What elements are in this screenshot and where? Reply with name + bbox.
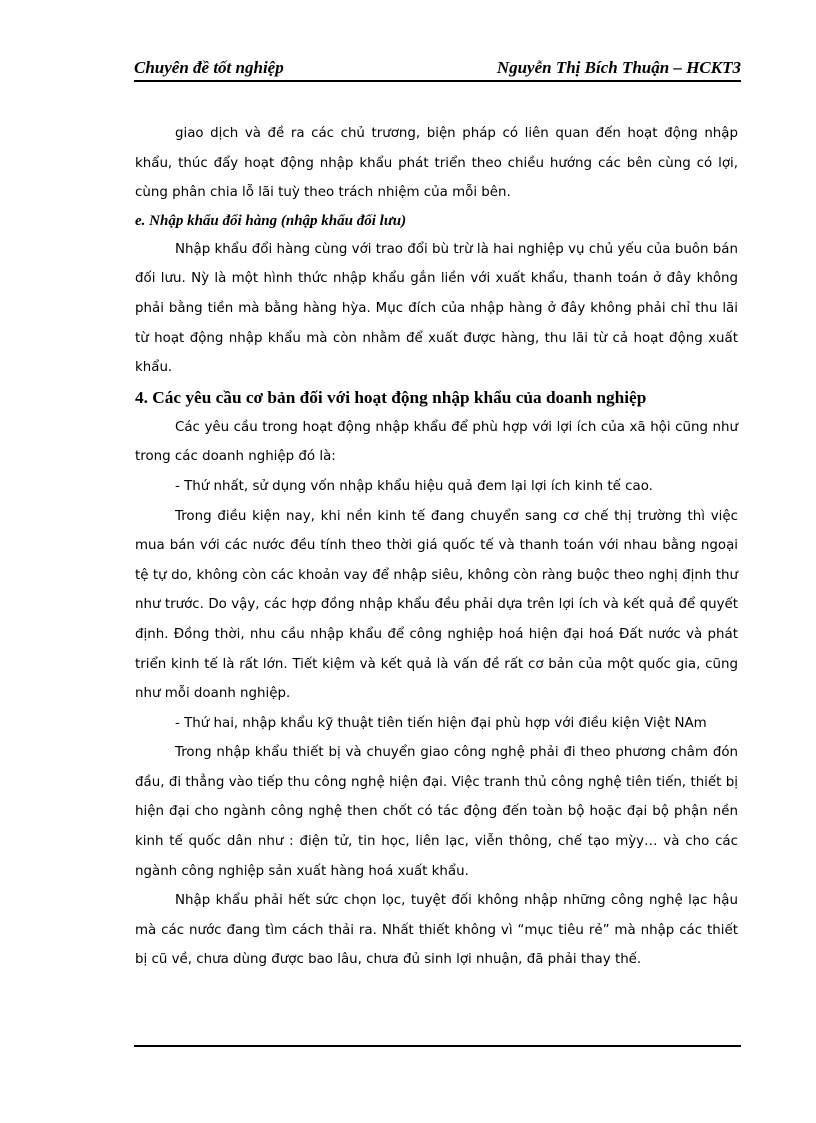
header-author: Nguyễn Thị Bích Thuận – HCKT3 bbox=[496, 58, 741, 77]
paragraph-technology-transfer: Trong nhập khẩu thiết bị và chuyển giao công nghệ phải đi theo phương châm đón đầu, đi thẳng vào tiếp thu công nghệ hiện đại. Việc tranh thủ công nghệ tiên tiến, thiết bị hiện đại cho ngành công nghệ then chốt có tác động đến toàn bộ hoặc đại bộ phận nền kinh tế quốc dân như : điện tử, tin học, liên lạc, viễn thông, chế tạo mỳy… và cho các ngành công nghiệp sản xuất hàng hoá xuất khẩu. bbox=[135, 745, 738, 879]
paragraph-second-requirement: - Thứ hai, nhập khẩu kỹ thuật tiên tiến hiện đại phù hợp với điều kiện Việt NAm bbox=[175, 715, 707, 731]
subsection-heading: e. Nhập khẩu đổi hàng (nhập khẩu đối lưu) bbox=[135, 212, 407, 229]
paragraph-requirements-intro: Các yêu cầu trong hoạt động nhập khẩu để phù hợp với lợi ích của xã hội cũng như trong các doanh nghiệp đó là: bbox=[135, 419, 738, 465]
section-heading: 4. Các yêu cầu cơ bản đối với hoạt động nhập khẩu của doanh nghiệp bbox=[135, 387, 647, 407]
header-title: Chuyên đề tốt nghiệp bbox=[134, 58, 284, 77]
paragraph-selective-import: Nhập khẩu phải hết sức chọn lọc, tuyệt đối không nhập những công nghệ lạc hậu mà các nước đang tìm cách thải ra. Nhất thiết không vì “mục tiêu rẻ” mà nhập các thiết bị cũ về, chưa dùng được bao lâu, chưa đủ sinh lợi nhuận, đã phải thay thế. bbox=[135, 893, 738, 968]
paragraph-continuation: giao dịch và đề ra các chủ trương, biện pháp có liên quan đến hoạt động nhập khẩu, thúc đẩy hoạt động nhập khẩu phát triển theo chiều hướng các bên cùng có lợi, cùng phân chia lỗ lãi tuỳ theo trách nhiệm của mỗi bên. bbox=[135, 126, 738, 201]
paragraph-counter-trade: Nhập khẩu đổi hàng cùng với trao đổi bù trừ là hai nghiệp vụ chủ yếu của buôn bán đối lưu. Nỳ là một hình thức nhập khẩu gắn liền với xuất khẩu, thanh toán ở đây không phải bằng tiền mà bằng hàng hỳa. Mục đích của nhập hàng ở đây không phải chỉ thu lãi từ hoạt động nhập khẩu mà còn nhằm để xuất được hàng, thu lãi từ cả hoạt động xuất khẩu. bbox=[135, 241, 738, 376]
paragraph-economic-conditions: Trong điều kiện nay, khi nền kinh tế đang chuyển sang cơ chế thị trường thì việc mua bán với các nước đều tính theo thời giá quốc tế và thanh toán với nhau bằng ngoại tệ tự do, không còn các khoản vay để nhập siêu, không còn ràng buộc theo nghị định thư như trước. Do vậy, các hợp đồng nhập khẩu đều phải dựa trên lợi ích và kết quả để quyết định. Đồng thời, nhu cầu nhập khẩu để công nghiệp hoá hiện đại hoá Đất nước và phát triển kinh tế là rất lớn. Tiết kiệm và kết quả là vấn đề rất cơ bản của một quốc gia, cũng như mỗi doanh nghiệp. bbox=[135, 508, 738, 702]
page-header bbox=[134, 54, 741, 82]
paragraph-first-requirement: - Thứ nhất, sử dụng vốn nhập khẩu hiệu quả đem lại lợi ích kinh tế cao. bbox=[175, 478, 653, 494]
document-body bbox=[135, 119, 738, 975]
footer-divider bbox=[134, 1045, 741, 1047]
